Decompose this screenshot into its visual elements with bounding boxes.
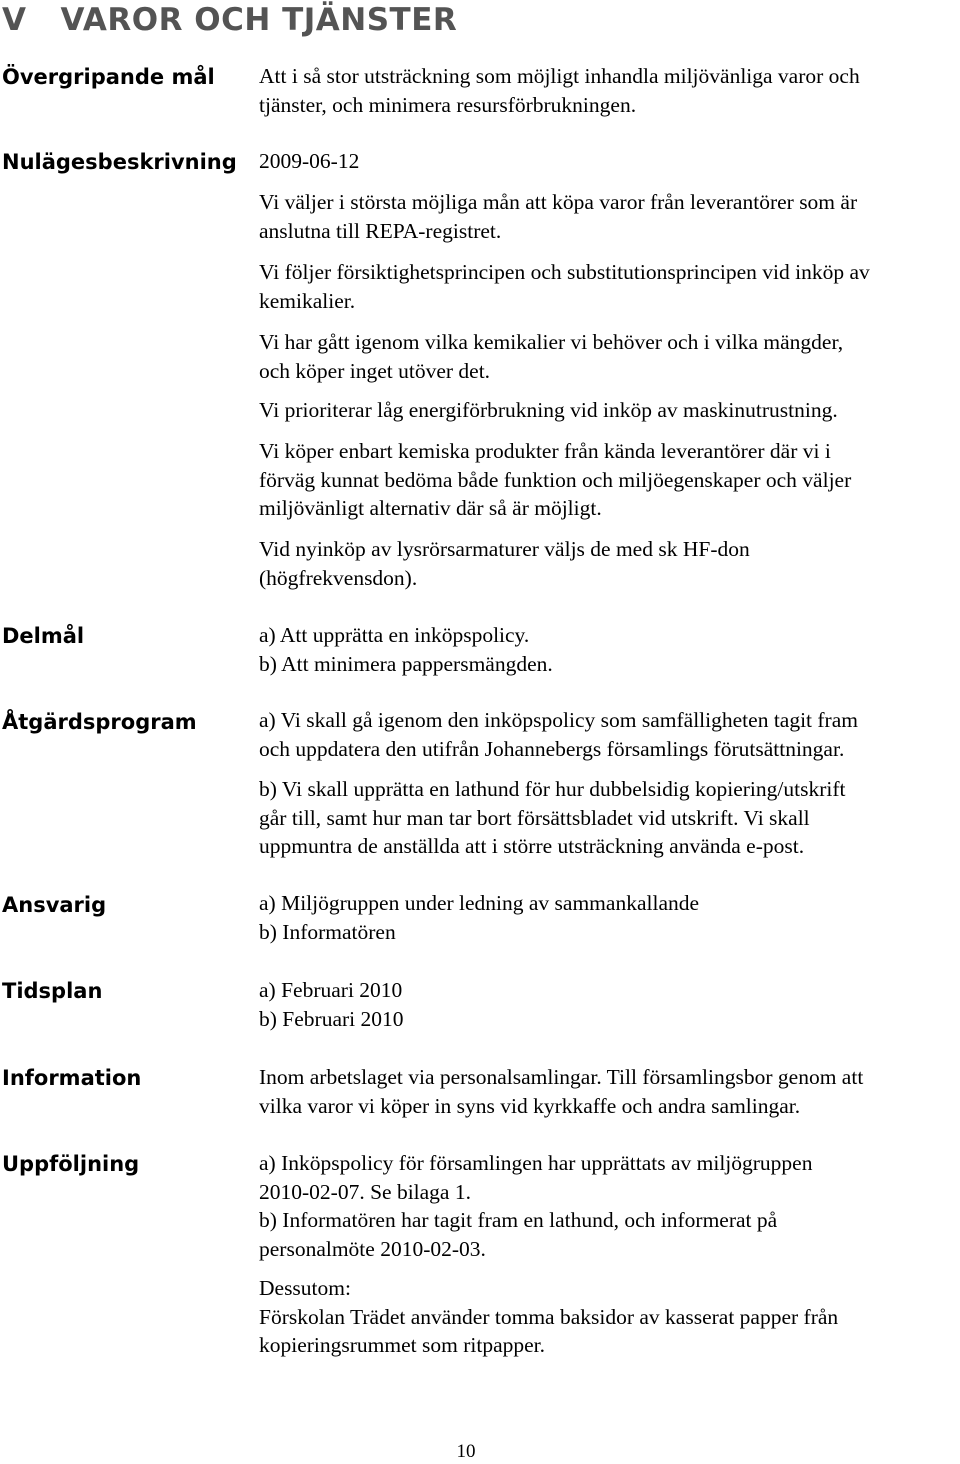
text-line: a) Att upprätta en inköpspolicy. (259, 623, 530, 647)
current-state-paragraph-4 (259, 396, 838, 425)
text-line: a) Vi skall gå igenom den inköpspolicy som samfälligheten tagit fram (259, 708, 858, 732)
text-line: vilka varor vi köper in syns vid kyrkkaffe och andra samlingar. (259, 1093, 801, 1118)
text-line: b) Informatören (259, 919, 396, 944)
text-line: förväg kunnat bedöma både funktion och miljöegenskaper och väljer (259, 467, 852, 492)
current-state-paragraph-6 (259, 535, 750, 592)
text-line: uppmuntra de anställda att i större utsträckning använda e-post. (259, 834, 805, 858)
text-line: Vi köper enbart kemiska produkter från kända leverantörer där vi i (259, 439, 831, 463)
text-line: Vi väljer i största möjliga mån att köpa varor från leverantörer som är (259, 190, 858, 214)
schedule-label: Tidsplan (2, 979, 103, 1003)
text-line: a) Inköpspolicy för församlingen har upprättats av miljögruppen (259, 1151, 813, 1175)
text-line: a) Miljögruppen under ledning av sammankallande (259, 891, 700, 915)
text-line: b) Att minimera pappersmängden. (259, 651, 553, 676)
text-line: Vi prioriterar låg energiförbrukning vid inköp av maskinutrustning. (259, 398, 838, 422)
text-line: Förskolan Trädet använder tomma baksidor av kasserat papper från (259, 1304, 839, 1329)
text-line: Vi har gått igenom vilka kemikalier vi behöver och i vilka mängder, (259, 330, 844, 354)
page-number: 10 (456, 1441, 476, 1462)
text-line: kopieringsrummet som ritpapper. (259, 1333, 546, 1357)
action-program-label: Åtgärdsprogram (2, 710, 197, 734)
text-line: (högfrekvensdon). (259, 565, 418, 590)
text-line: b) Vi skall upprätta en lathund för hur dubbelsidig kopiering/utskrift (259, 777, 846, 801)
action-program-paragraph-a (259, 706, 858, 763)
subgoals-text (259, 621, 553, 678)
text-line: Att i så stor utsträckning som möjligt inhandla miljövänliga varor och (259, 64, 860, 88)
chapter-title: VAROR OCH TJÄNSTER (60, 2, 458, 38)
current-state-paragraph-5 (259, 437, 851, 523)
action-program-paragraph-b (259, 775, 845, 861)
information-text (259, 1063, 863, 1120)
follow-up-label: Uppföljning (2, 1152, 140, 1176)
text-line: kemikalier. (259, 288, 356, 313)
current-state-date: 2009-06-12 (259, 149, 360, 173)
text-line: går till, samt hur man tar bort försättsbladet vid utskrift. Vi skall (259, 805, 810, 830)
text-line: b) Februari 2010 (259, 1006, 404, 1031)
overall-goal-text (259, 62, 860, 119)
current-state-paragraph-3 (259, 328, 843, 385)
text-line: Dessutom: (259, 1276, 351, 1300)
information-label: Information (2, 1066, 142, 1090)
text-line: b) Informatören har tagit fram en lathund, och informerat på (259, 1208, 778, 1232)
schedule-text (259, 976, 404, 1033)
current-state-label: Nulägesbeskrivning (2, 150, 237, 174)
chapter-number: V (2, 2, 27, 38)
text-line: och uppdatera den utifrån Johannebergs församlings förutsättningar. (259, 736, 845, 761)
text-line: anslutna till REPA-registret. (259, 218, 502, 243)
overall-goal-label: Övergripande mål (2, 65, 215, 89)
responsible-label: Ansvarig (2, 893, 107, 917)
text-line: tjänster, och minimera resursförbrukningen. (259, 92, 637, 117)
text-line: a) Februari 2010 (259, 978, 403, 1002)
text-line: Vi följer försiktighetsprincipen och substitutionsprincipen vid inköp av (259, 260, 870, 284)
text-line: och köper inget utöver det. (259, 358, 491, 383)
text-line: 2010-02-07. Se bilaga 1. (259, 1179, 471, 1204)
responsible-text (259, 889, 699, 946)
subgoals-label: Delmål (2, 624, 85, 648)
follow-up-paragraph-1 (259, 1149, 812, 1263)
follow-up-paragraph-2 (259, 1274, 838, 1360)
text-line: Inom arbetslaget via personalsamlingar. Till församlingsbor genom att (259, 1065, 864, 1089)
current-state-paragraph-1 (259, 188, 857, 245)
text-line: miljövänligt alternativ där så är möjligt. (259, 496, 602, 520)
text-line: personalmöte 2010-02-03. (259, 1236, 486, 1261)
current-state-paragraph-2 (259, 258, 870, 315)
text-line: Vid nyinköp av lysrörsarmaturer väljs de med sk HF-don (259, 537, 750, 561)
page-title (2, 0, 457, 40)
